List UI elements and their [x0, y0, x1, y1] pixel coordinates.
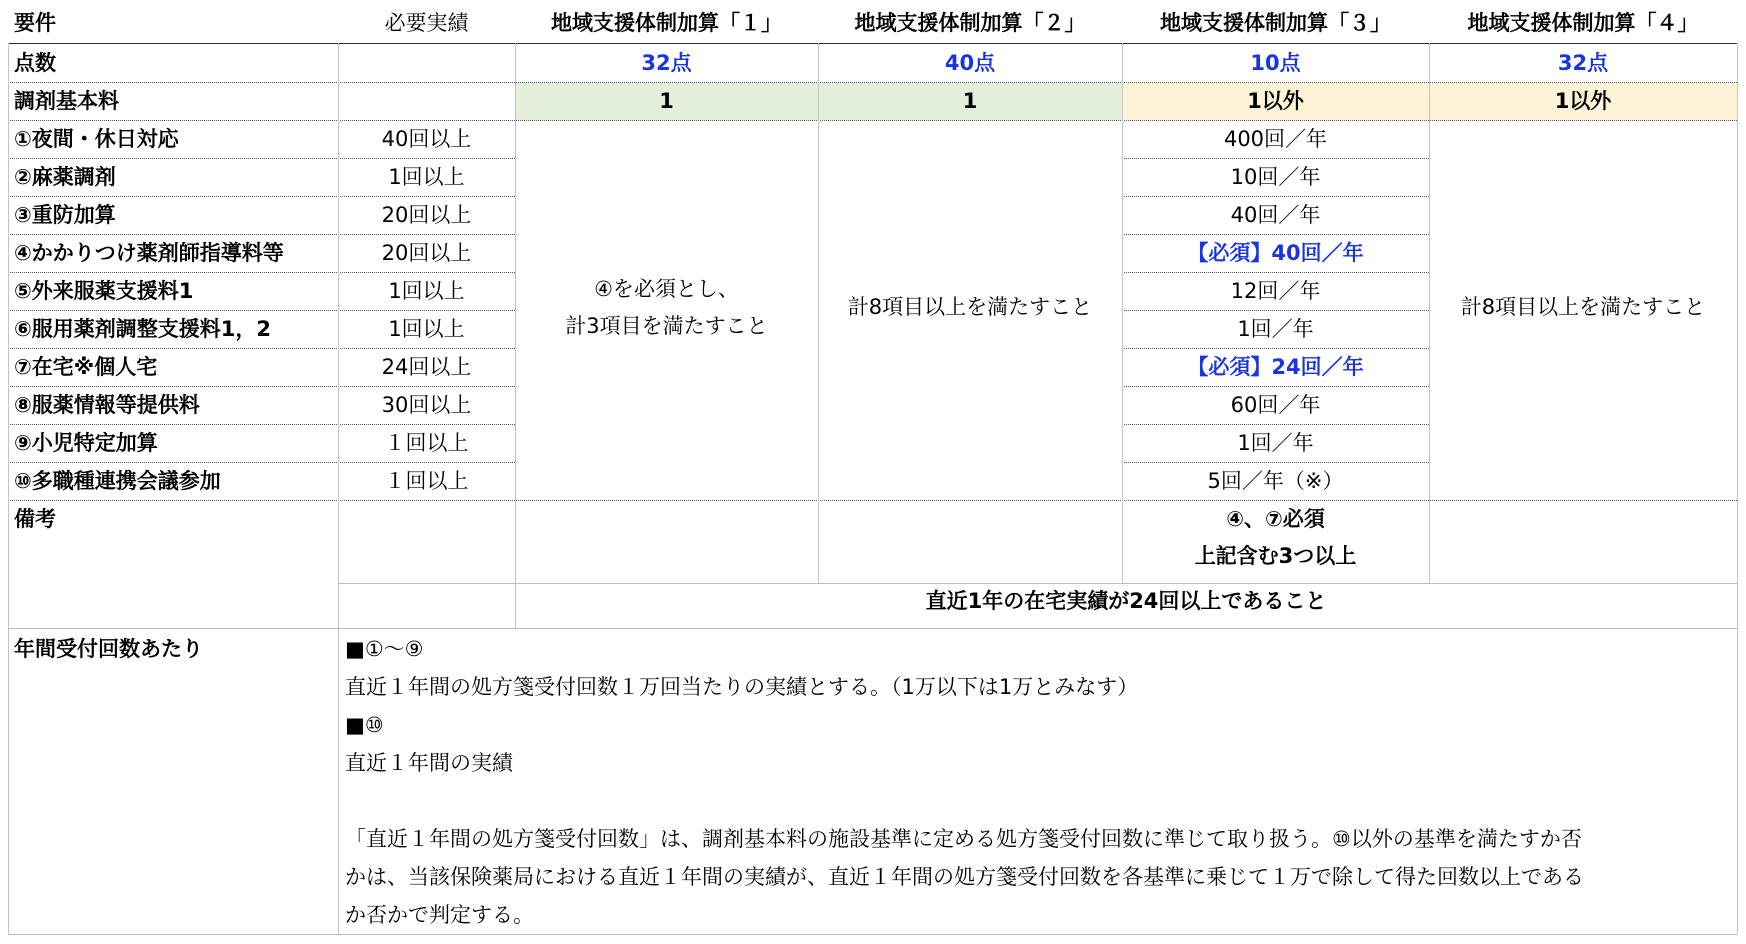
base-fee-col4: 1以外 — [1554, 89, 1612, 113]
item-required: 20回以上 — [381, 202, 472, 227]
item-col3: 1回／年 — [1237, 430, 1314, 455]
item-label: ⑧服薬情報等提供料 — [14, 392, 200, 417]
item-col3-mandatory: 【必須】24回／年 — [1187, 354, 1364, 379]
row-divider — [8, 120, 1737, 121]
item-required: 1回以上 — [388, 164, 465, 189]
row-divider — [8, 424, 515, 425]
row-divider — [338, 583, 1737, 584]
row-divider — [8, 43, 1737, 44]
remarks-col3-line2: 上記含む3つ以上 — [1194, 543, 1357, 568]
item-required: 20回以上 — [381, 240, 472, 265]
annual-line: ■⑩ — [345, 713, 384, 737]
points-col2: 40点 — [944, 50, 996, 75]
row-divider — [1122, 234, 1429, 235]
col1-merged-line1: ④を必須とし、 — [594, 276, 739, 301]
annual-line: か否かで判定する。 — [345, 903, 534, 927]
item-col3: 40回／年 — [1230, 202, 1321, 227]
row-divider — [8, 82, 1737, 83]
row-divider — [1122, 462, 1429, 463]
base-fee-label: 調剤基本料 — [14, 89, 119, 113]
col-divider — [818, 43, 819, 583]
item-col3: 5回／年（※） — [1207, 468, 1344, 493]
base-fee-col3: 1以外 — [1247, 89, 1304, 113]
points-col3: 10点 — [1250, 50, 1301, 75]
item-label: ⑨小児特定加算 — [14, 430, 158, 455]
annual-line: 直近１年間の実績 — [345, 751, 513, 775]
col-divider — [8, 43, 9, 934]
row-divider — [1122, 424, 1429, 425]
col-divider — [1429, 43, 1430, 583]
remarks-span: 直近1年の在宅実績が24回以上であること — [925, 588, 1327, 613]
item-label: ⑦在宅※個人宅 — [14, 354, 158, 379]
item-required: 30回以上 — [381, 392, 472, 417]
row-divider — [1122, 196, 1429, 197]
header-col4: 地域支援体制加算「４」 — [1467, 10, 1699, 35]
col-divider — [1122, 43, 1123, 583]
row-divider — [8, 158, 515, 159]
item-required: 1回以上 — [388, 278, 465, 303]
row-divider — [1122, 348, 1429, 349]
item-col3: 12回／年 — [1230, 278, 1321, 303]
item-label: ③重防加算 — [14, 202, 116, 227]
row-divider — [8, 628, 1737, 629]
item-col3-mandatory: 【必須】40回／年 — [1187, 240, 1364, 265]
col2-merged: 計8項目以上を満たすこと — [847, 294, 1093, 319]
item-col3: 1回／年 — [1237, 316, 1314, 341]
item-col3: 10回／年 — [1230, 164, 1321, 189]
header-requirement: 要件 — [14, 10, 56, 35]
points-label: 点数 — [14, 50, 56, 75]
item-required: 24回以上 — [381, 354, 472, 379]
row-divider — [8, 272, 515, 273]
item-required: 40回以上 — [381, 126, 472, 151]
header-col1: 地域支援体制加算「１」 — [551, 10, 782, 35]
col4-merged: 計8項目以上を満たすこと — [1460, 294, 1706, 319]
item-label: ⑤外来服薬支援料1 — [14, 278, 194, 303]
item-label: ⑥服用薬剤調整支援料1，2 — [14, 316, 272, 341]
item-required: １回以上 — [384, 468, 469, 493]
row-divider — [8, 500, 1737, 501]
header-required: 必要実績 — [384, 10, 469, 35]
item-col3: 60回／年 — [1230, 392, 1321, 417]
annual-line: 直近１年間の処方箋受付回数１万回当たりの実績とする。（1万以下は1万とみなす） — [345, 675, 1139, 699]
points-col4: 32点 — [1557, 50, 1609, 75]
row-divider — [8, 310, 515, 311]
item-label: ①夜間・休日対応 — [14, 126, 179, 151]
row-divider — [1122, 272, 1429, 273]
row-divider — [8, 234, 515, 235]
points-col1: 32点 — [641, 50, 692, 75]
remarks-label: 備考 — [14, 506, 56, 531]
row-divider — [8, 196, 515, 197]
header-col2: 地域支援体制加算「２」 — [854, 10, 1086, 35]
base-fee-col1: 1 — [659, 89, 674, 113]
annual-label: 年間受付回数あたり — [14, 636, 203, 661]
item-label: ②麻薬調剤 — [14, 164, 116, 189]
annual-line: ■①～⑨ — [345, 637, 424, 661]
row-divider — [1122, 310, 1429, 311]
col-divider — [338, 43, 339, 934]
col-divider — [515, 43, 516, 629]
row-divider — [8, 462, 515, 463]
row-divider — [1122, 158, 1429, 159]
annual-line: かは、当該保険薬局における直近１年間の実績が、直近１年間の処方箋受付回数を各基準に乗じて１万で除して得た回数以上である — [345, 865, 1584, 889]
item-label: ④かかりつけ薬剤師指導料等 — [14, 240, 284, 265]
row-divider — [8, 386, 515, 387]
base-fee-col2: 1 — [962, 89, 978, 113]
row-divider — [8, 934, 1737, 935]
item-col3: 400回／年 — [1223, 126, 1328, 151]
item-required: １回以上 — [384, 430, 469, 455]
row-divider — [1122, 386, 1429, 387]
col1-merged-line2: 計3項目を満たすこと — [565, 313, 768, 338]
annual-line: 「直近１年間の処方箋受付回数」は、調剤基本料の施設基準に定める処方箋受付回数に準じて取り扱う。⑩以外の基準を満たすか否 — [345, 827, 1582, 851]
col-divider — [1737, 43, 1738, 934]
item-label: ⑩多職種連携会議参加 — [14, 468, 221, 493]
remarks-col3-line1: ④、⑦必須 — [1226, 506, 1325, 531]
header-col3: 地域支援体制加算「３」 — [1160, 10, 1391, 35]
row-divider — [8, 348, 515, 349]
item-required: 1回以上 — [388, 316, 465, 341]
